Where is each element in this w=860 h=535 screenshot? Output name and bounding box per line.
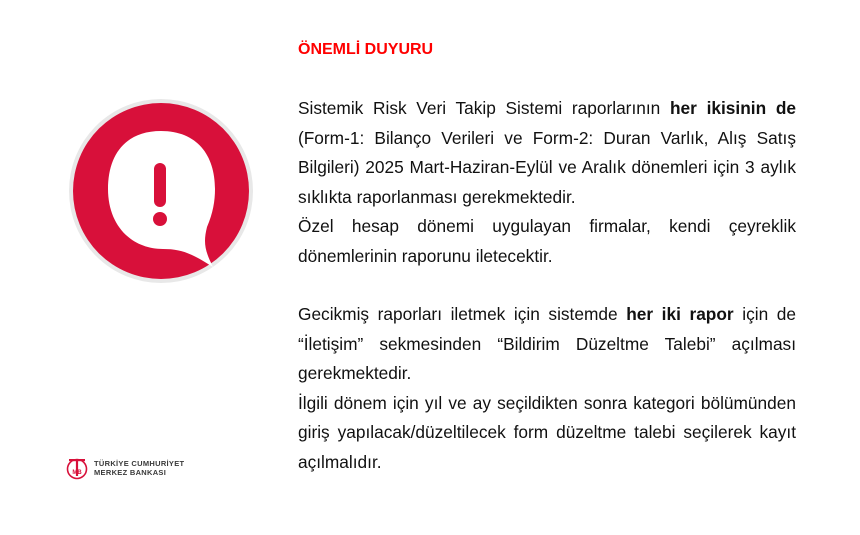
announcement-title: ÖNEMLİ DUYURU [298, 41, 434, 58]
announcement-panel [298, 38, 796, 477]
tcmb-logo [66, 454, 266, 482]
warning-speech-bubble-icon [63, 93, 259, 289]
exclamation-icon [63, 93, 259, 289]
paragraph-gap [298, 271, 796, 300]
tcmb-logo-text: TÜRKİYE CUMHURİYET MERKEZ BANKASI [94, 459, 185, 477]
svg-text:MB: MB [72, 470, 82, 476]
paragraph-reporting-requirement: Sistemik Risk Veri Takip Sistemi raporlarının her ikisinin de (Form-1: Bilanço Verileri ve Form-2: Duran Varlık, Alış Satış Bilgileri) 2025 Mart-Haziran-Eylül ve Aralık dönemleri için 3 aylık sıklıkta raporlanması gerekmektedir. [298, 98, 796, 207]
paragraph-special-period: Özel hesap dönemi uygulayan firmalar, kendi çeyreklik dönemlerinin raporunu iletecektir. [298, 216, 796, 266]
tcmb-emblem-icon [66, 456, 88, 480]
paragraph-late-reports: Gecikmiş raporları iletmek için sistemde her iki rapor için de “İletişim” sekmesinden “Bildirim Düzeltme Talebi” açılması gerekmektedir. [298, 304, 796, 383]
paragraph-correction-request: İlgili dönem için yıl ve ay seçildikten sonra kategori bölümünden giriş yapılacak/düzeltilecek form düzeltme talebi seçilerek kayıt açılmalıdır. [298, 392, 796, 472]
